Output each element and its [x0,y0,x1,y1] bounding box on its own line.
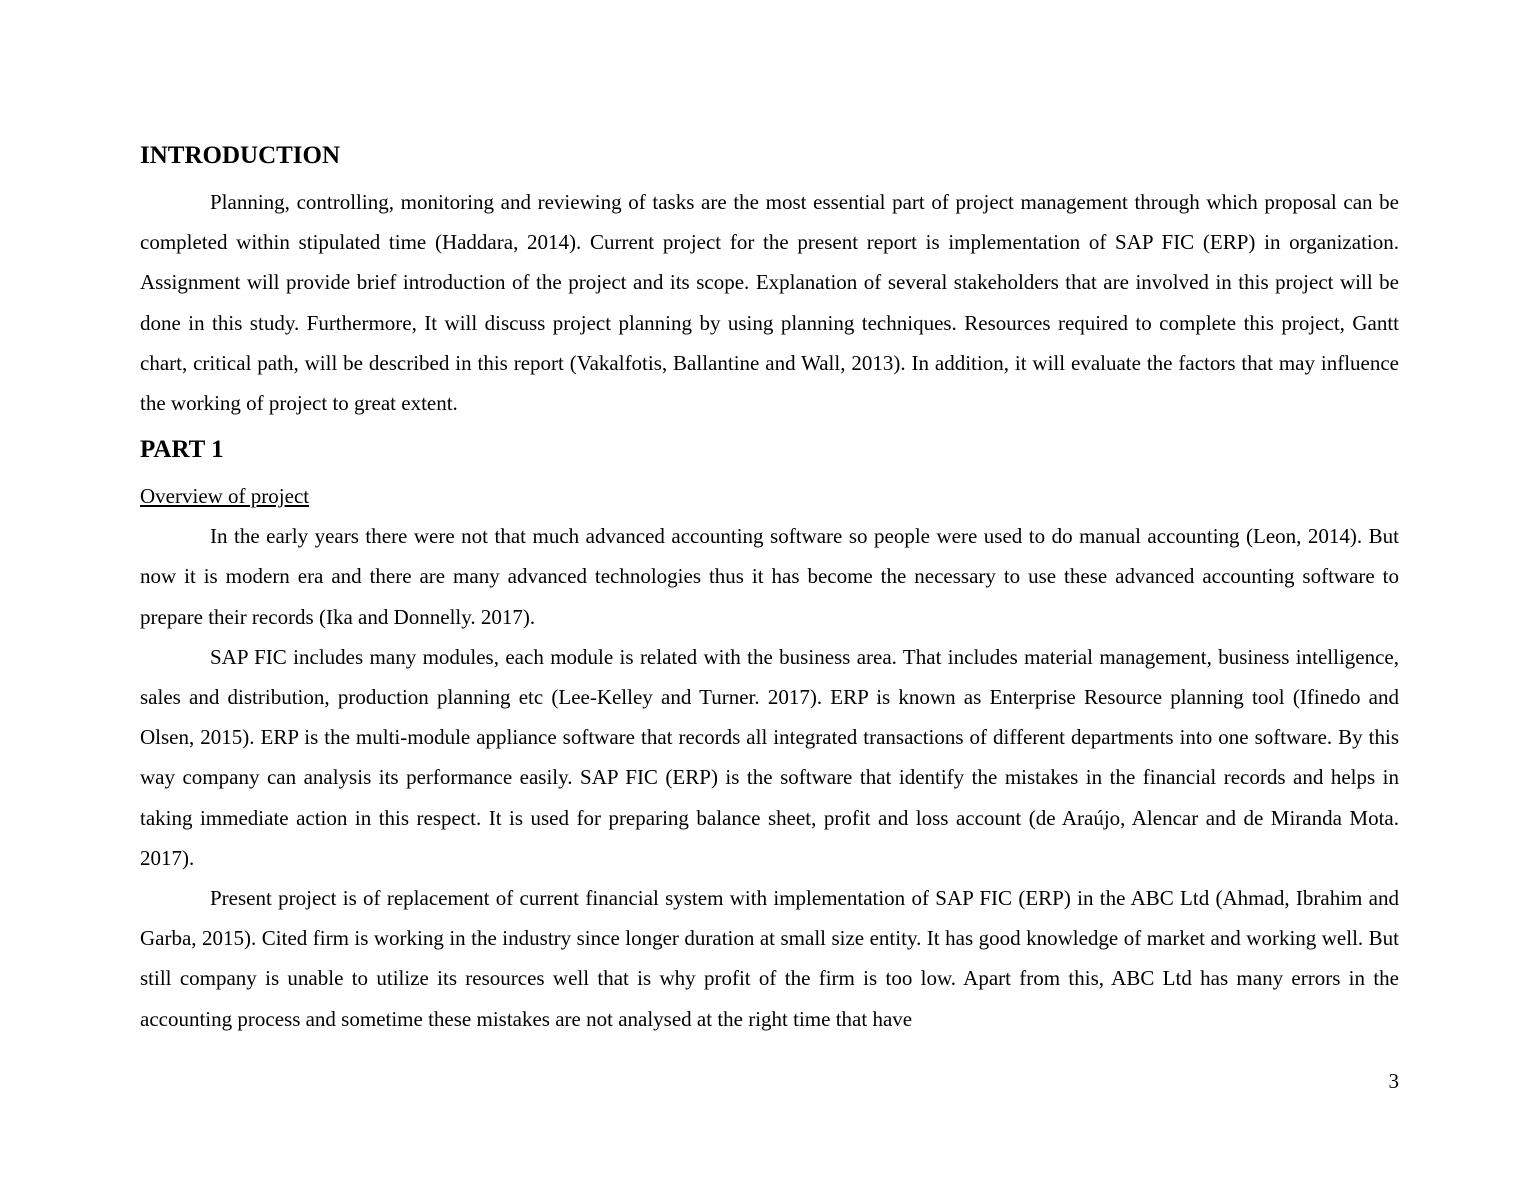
page-number: 3 [1388,1069,1399,1093]
overview-paragraph-2: SAP FIC includes many modules, each module is related with the business area. That includes material management, business intelligence, sales and distribution, production planning etc (Lee-Kelley and Turner. 2017). ERP is known as Enterprise Resource planning tool (Ifinedo and Olsen, 2015). ERP is the multi-module appliance software that records all integrated transactions of different departments into one software. By this way company can analysis its performance easily. SAP FIC (ERP) is the software that identify the mistakes in the financial records and helps in taking immediate action in this respect. It is used for preparing balance sheet, profit and loss account (de Araújo, Alencar and de Miranda Mota. 2017). [140,644,1399,870]
introduction-heading: INTRODUCTION [140,142,341,169]
part-1-heading: PART 1 [140,436,224,464]
introduction-paragraph: Planning, controlling, monitoring and reviewing of tasks are the most essential part of project management through which proposal can be completed within stipulated time (Haddara, 2014). Current project for the present report is implementation of SAP FIC (ERP) in organization. Assignment will provide brief introduction of the project and its scope. Explanation of several stakeholders that are involved in this project will be done in this study. Furthermore, It will discuss project planning by using planning techniques. Resources required to complete this project, Gantt chart, critical path, will be described in this report (Vakalfotis, Ballantine and Wall, 2013). In addition, it will evaluate the factors that may influence the working of project to great extent. [140,190,1399,416]
overview-paragraph-3: Present project is of replacement of current financial system with implementation of SAP FIC (ERP) in the ABC Ltd (Ahmad, Ibrahim and Garba, 2015). Cited firm is working in the industry since longer duration at small size entity. It has good knowledge of market and working well. But still company is unable to utilize its resources well that is why profit of the firm is too low. Apart from this, ABC Ltd has many errors in the accounting process and sometime these mistakes are not analysed at the right time that have [140,886,1399,1031]
document-page [140,138,1399,1039]
overview-paragraph-1: In the early years there were not that much advanced accounting software so people were used to do manual accounting (Leon, 2014). But now it is modern era and there are many advanced technologies thus it has become the necessary to use these advanced accounting software to prepare their records (Ika and Donnelly. 2017). [140,524,1399,629]
overview-subheading: Overview of project [140,484,310,509]
